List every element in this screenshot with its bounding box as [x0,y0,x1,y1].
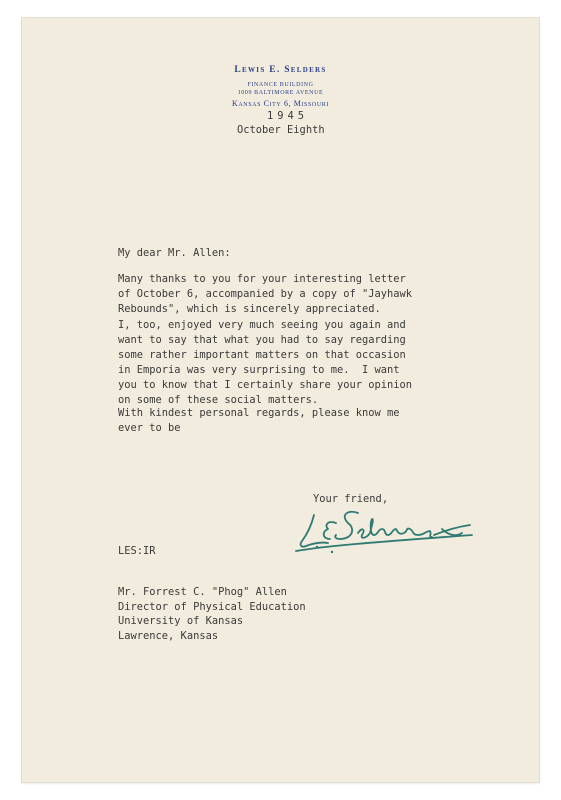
letterhead-building: FINANCE BUILDING [247,82,314,88]
salutation: My dear Mr. Allen: [118,247,231,259]
letterhead-name: Lewis E. Selders [234,65,327,75]
recipient-address: Mr. Forrest C. "Phog" Allen Director of Physical Education University of Kansas Lawrence, Kansas [118,586,306,642]
handwritten-signature [292,505,492,561]
body-paragraph-2: I, too, enjoyed very much seeing you again and want to say that what you had to say regarding some rather important matters on that occasion in Emporia was very surprising to me. I want you to know that I certainly share your opinion on some of these social matters. [118,319,413,406]
letterhead-street: 1009 BALTIMORE AVENUE [237,90,324,96]
complimentary-closing: Your friend, [313,493,389,505]
letterhead-city: Kansas City 6, Missouri [231,99,330,108]
letter-year: 1945 [267,110,309,122]
body-paragraph-3: With kindest personal regards, please know me ever to be [118,407,400,434]
body-paragraph-1: Many thanks to you for your interesting letter of October 6, accompanied by a copy of "Jayhawk Rebounds", which is sincerely appreciated. [118,273,413,315]
letter-date: October Eighth [237,124,325,136]
typist-initials: LES:IR [118,545,156,557]
